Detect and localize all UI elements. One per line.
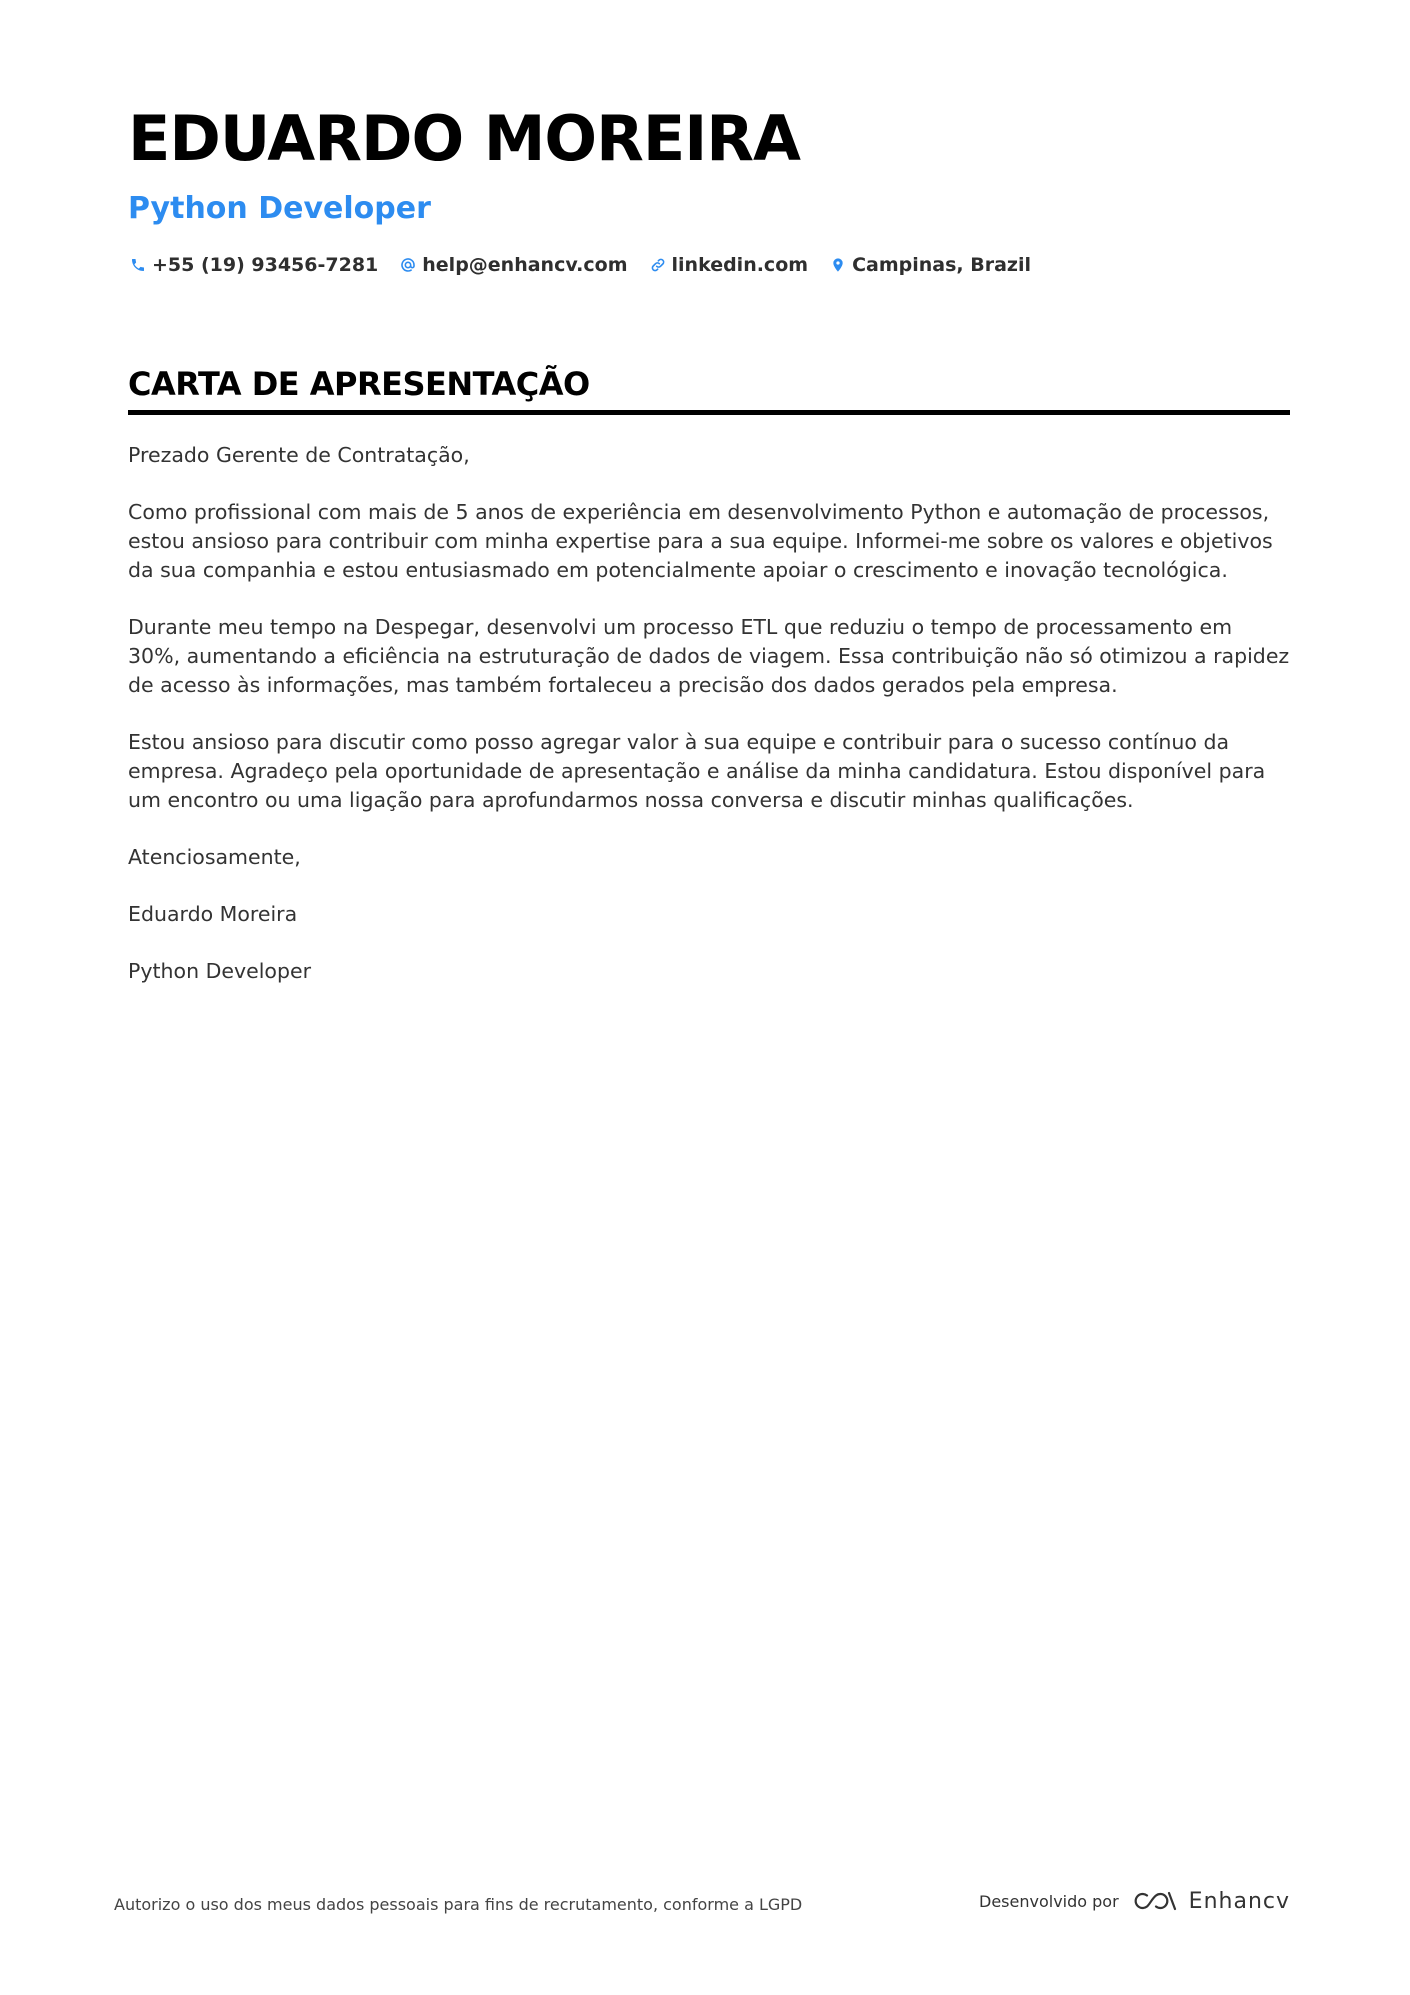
contact-phone[interactable] [128, 254, 378, 276]
applicant-name: EDUARDO MOREIRA [128, 102, 801, 175]
section-title: CARTA DE APRESENTAÇÃO [128, 365, 590, 403]
contact-location [828, 254, 1031, 276]
letter-paragraph: Durante meu tempo na Despegar, desenvolvi um processo ETL que reduziu o tempo de processamento em 30%, aumentando a eficiência na estruturação de dados de viagem. Essa contribuição não só otimizou a rapidez de acesso às informações, mas também fortaleceu a precisão dos dados gerados pela empresa. [128, 615, 1290, 697]
contact-bar [128, 254, 1051, 276]
contact-email-text: help@enhancv.com [422, 254, 628, 276]
contact-phone-text: +55 (19) 93456-7281 [152, 254, 379, 276]
applicant-role: Python Developer [128, 191, 431, 226]
contact-linkedin[interactable] [648, 254, 809, 276]
link-icon [648, 255, 668, 275]
consent-note: Autorizo o uso dos meus dados pessoais para fins de recrutamento, conforme a LGPD [114, 1895, 803, 1914]
letter-closing: Atenciosamente, [128, 845, 301, 869]
phone-icon [128, 255, 148, 275]
contact-location-text: Campinas, Brazil [852, 254, 1031, 276]
letter-paragraph: Estou ansioso para discutir como posso agregar valor à sua equipe e contribuir para o sucesso contínuo da empresa. Agradeço pela oportunidade de apresentação e análise da minha candidatura. Estou disponível para um encontro ou uma ligação para aprofundarmos nossa conversa e discutir minhas qualificações. [128, 730, 1266, 812]
contact-linkedin-text: linkedin.com [671, 254, 809, 276]
contact-email[interactable] [398, 254, 627, 276]
enhancv-logo-icon [1131, 1888, 1177, 1914]
brand-name: Enhancv [1188, 1888, 1290, 1914]
signature-name: Eduardo Moreira [128, 902, 298, 926]
powered-by-label: Desenvolvido por [979, 1891, 1119, 1911]
signature-role: Python Developer [128, 959, 312, 983]
letter-paragraph: Como profissional com mais de 5 anos de experiência em desenvolvimento Python e automação de processos, estou ansioso para contribuir com minha expertise para a sua equipe. Informei-me sobre os valores e objetivos da sua companhia e estou entusiasmado em potencialmente apoiar o crescimento e inovação tecnológica. [128, 500, 1273, 582]
powered-by[interactable] [979, 1888, 1290, 1914]
letter-body [128, 441, 1290, 1014]
location-pin-icon [828, 255, 848, 275]
at-icon [398, 255, 418, 275]
section-divider [128, 410, 1290, 415]
letter-greeting: Prezado Gerente de Contratação, [128, 443, 470, 467]
